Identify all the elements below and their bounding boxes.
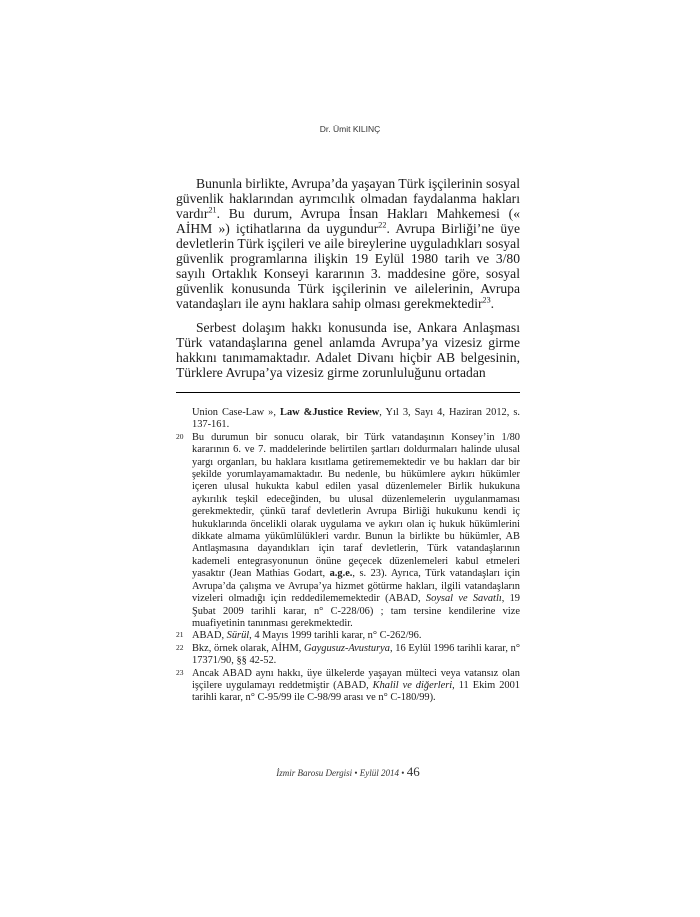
footnote-ref-21[interactable]: 21	[208, 205, 217, 215]
text: . Bu durum, Avrupa İnsan Hakları Mahkemesi (« AİHM ») içtihatlarına da uygundur	[176, 206, 520, 236]
footnote-20	[176, 432, 520, 631]
separator: •	[399, 768, 407, 778]
issue-date: Eylül 2014	[359, 768, 400, 778]
separator: •	[352, 768, 360, 778]
journal-title: Law &Justice Review	[280, 407, 380, 418]
text: . Avrupa Birliği’ne üye devletlerin Türk işçileri ve aile bireylerine uyguladıkları sosyal güvenlik programlarına ilişkin 19 Eylül 1980 tarih ve 3/80 sayılı Ortaklık Konseyi kararının 3. maddesine göre, sosyal güvenlik konusunda Türk işçilerinin ve ailelerinin, Avrupa vatandaşları ile aynı haklara sahip olması gerekmektedir	[176, 221, 520, 311]
text: .	[490, 296, 495, 311]
text: Ancak ABAD aynı hakkı, üye ülkelerde yaşayan mülteci veya vatansız olan işçilere uygulamayı reddetmiştir (ABAD,	[192, 667, 520, 691]
text: , Yıl 3, Sayı 4, Haziran 2012, s. 137-161.	[192, 407, 520, 431]
text: , 11 Ekim 2001 tarihli karar, n° C-95/99 ile C-98/99 arası ve n° C-180/99).	[192, 679, 520, 704]
footnote-number: 20	[176, 431, 184, 441]
text: Union Case-Law »,	[192, 407, 281, 418]
text: a.g.e.	[329, 568, 353, 580]
text: , s. 23). Ayrıca, Türk vatandaşları için Avrupa’da çalışma ve Avrupa’ya hizmet götürme hakları, ilgili vatandaşların vizeleri olmadığı için reddedilememektedir (ABAD,	[192, 568, 521, 605]
text: , 16 Eylül 1996 tarihli karar, n° 17371/90, §§ 42-52.	[192, 642, 520, 667]
journal-name: İzmir Barosu Dergisi	[276, 768, 353, 778]
footnote-continuation	[176, 407, 520, 432]
text: ABAD,	[192, 630, 227, 642]
footnote-number: 21	[176, 630, 184, 640]
running-header: Dr. Ümit KILINÇ	[319, 124, 381, 134]
paragraph-2: Serbest dolaşım hakkı konusunda ise, Ankara Anlaşması Türk vatandaşlarına genel anlamda Avrupa’ya vizesiz girme hakkını tanımamaktadır. Adalet Divanı hiçbir AB belgesinin, Türklere Avrupa’ya vizesiz girme zorunluluğunu ortadan	[176, 320, 520, 380]
body-text	[176, 176, 520, 380]
footnote-number: 23	[176, 667, 184, 677]
footnotes	[176, 407, 520, 705]
footnote-ref-23[interactable]: 23	[482, 295, 491, 305]
footnote-21	[176, 630, 520, 642]
footnote-divider	[176, 392, 520, 393]
case-name: Khalil ve diğerleri	[372, 679, 453, 691]
case-name: Sürül	[226, 630, 250, 642]
paragraph-1	[176, 176, 520, 311]
footnote-ref-22[interactable]: 22	[378, 220, 387, 230]
text: , 4 Mayıs 1999 tarihli karar, n° C-262/96.	[249, 630, 422, 642]
text: , 19 Şubat 2009 tarihli karar, n° C-228/06) ; tam tersine kendilerine vize muafiyetinin tanınması gerekmektedir.	[192, 593, 520, 629]
case-name: Soysal ve Savatlı	[425, 593, 502, 605]
footnote-22	[176, 643, 520, 668]
page-column	[176, 176, 520, 780]
footnote-number: 22	[176, 642, 184, 652]
text: Bununla birlikte, Avrupa’da yaşayan Türk işçilerinin sosyal güvenlik haklarından ayrımcılık olmadan faydalanma hakları vardır	[176, 176, 520, 221]
text: Bkz, örnek olarak, AİHM,	[192, 642, 304, 654]
case-name: Gaygusuz-Avusturya	[303, 642, 390, 654]
footnote-23	[176, 668, 520, 705]
text: Bu durumun bir sonucu olarak, bir Türk vatandaşının Konsey’in 1/80 kararının 6. ve 7. maddelerinde belirtilen şartları doldurmaları halinde ulusal yargı organları, bu haklara kısıtlama getirememektedir ve bu hakları dar bir şekilde yorumlayamamaktadır. Bu nedenle, bu hükümlere aykırı hükümler içeren ulusal hukukta kabul edilen yasal düzenlemeler Birlik hukukuna aykırılık teşkil edeceğinden, bu ulusal düzenlemelerin uygulanmaması gerekmektedir, çünkü taraf devletlerin Avrupa Birliği hukukunu kendi iç hukuklarında öncelikli olarak uygulama ve aykırı olan iç hukuk hükümlerini dikkate almama yükümlülükleri vardır. Bunun la birlikte bu hükümler, AB Antlaşmasına dayandıkları için taraf devletlerin, Türk vatandaşlarının kademeli entegrasyonunun önüne geçecek düzenlemeleri kabul etmeleri yasaktır (Jean Mathias Godart,	[192, 431, 520, 580]
page-number: 46	[406, 764, 420, 779]
page-footer	[176, 750, 520, 780]
